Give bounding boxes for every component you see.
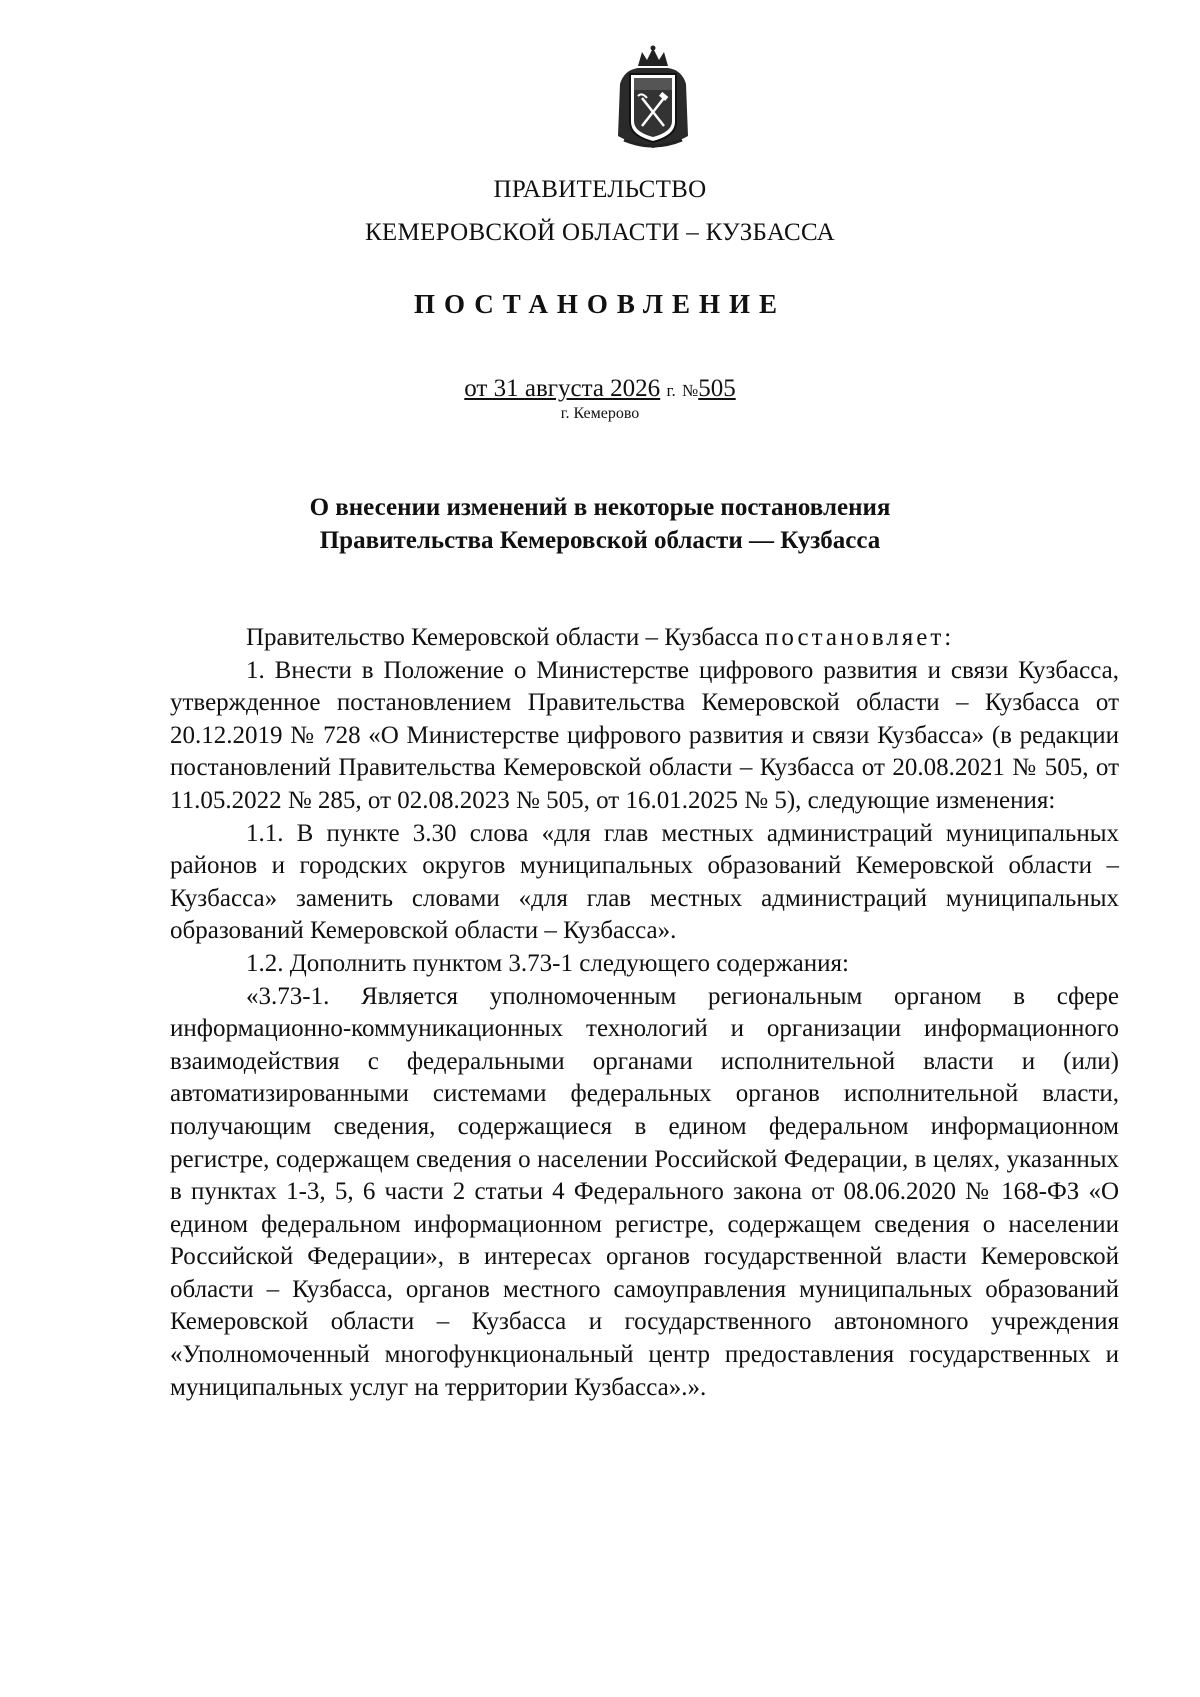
document-title-line1: О внесении изменений в некоторые постановления <box>309 494 891 521</box>
date-number-line <box>0 375 1200 403</box>
paragraph-3-73-1: «3.73-1. Является уполномоченным региональным органом в сфере информационно-коммуникационных технологий и организации информационного взаимодействия с федеральными органами исполнительной власти и (или) автоматизированными системами федеральных органов исполнительной власти, получающим сведения, содержащиеся в едином федеральном информационном регистре, содержащем сведения о населении Российской Федерации, в целях, указанных в пунктах 1-3, 5, 6 части 2 статьи 4 Федерального закона от 08.06.2020 № 168-ФЗ «О едином федеральном информационном регистре, содержащем сведения о населении Российской Федерации», в интересах органов государственной власти Кемеровской области – Кузбасса, органов местного самоуправления муниципальных образований Кемеровской области – Кузбасса и государственного автономного учреждения «Уполномоченный многофункциональный центр предоставления государственных и муниципальных услуг на территории Кузбасса».». <box>170 982 1119 1401</box>
document-date: от 31 августа 2026 <box>464 375 661 402</box>
document-number: 505 <box>698 375 736 402</box>
intro-text: Правительство Кемеровской области – Кузбасса <box>246 624 759 651</box>
body-intro <box>170 622 1119 655</box>
document-title-line2: Правительства Кемеровской области — Кузбасса <box>319 527 881 554</box>
coat-of-arms-emblem <box>614 44 692 152</box>
government-name-line1: ПРАВИТЕЛЬСТВО <box>493 176 707 203</box>
document-type: ПОСТАНОВЛЕНИЕ <box>413 289 787 319</box>
document-body <box>170 622 1119 1404</box>
paragraph-1-1: 1.1. В пункте 3.30 слова «для глав местных администраций муниципальных районов и городских округов муниципальных образований Кемеровской области – Кузбасса» заменить словами «для глав местных администраций муниципальных образований Кемеровской области – Кузбасса». <box>170 819 1119 945</box>
document-title <box>0 491 1200 557</box>
number-sign: № <box>682 381 699 400</box>
paragraph-1-2: 1.2. Дополнить пунктом 3.73-1 следующего содержания: <box>246 949 849 977</box>
paragraph-1: 1. Внести в Положение о Министерстве цифрового развития и связи Кузбасса, утвержденное постановлением Правительства Кемеровской области – Кузбасса от 20.12.2019 № 728 «О Министерстве цифрового развития и связи Кузбасса» (в редакции постановлений Правительства Кемеровской области – Кузбасса от 20.08.2021 № 505, от 11.05.2022 № 285, от 02.08.2023 № 505, от 16.01.2025 № 5), следующие изменения: <box>170 656 1119 814</box>
government-name-line2: КЕМЕРОВСКОЙ ОБЛАСТИ – КУЗБАССА <box>364 219 836 246</box>
city: г. Кемерово <box>560 405 640 422</box>
intro-verb: постановляет: <box>765 624 955 651</box>
year-suffix: г. <box>666 381 676 400</box>
